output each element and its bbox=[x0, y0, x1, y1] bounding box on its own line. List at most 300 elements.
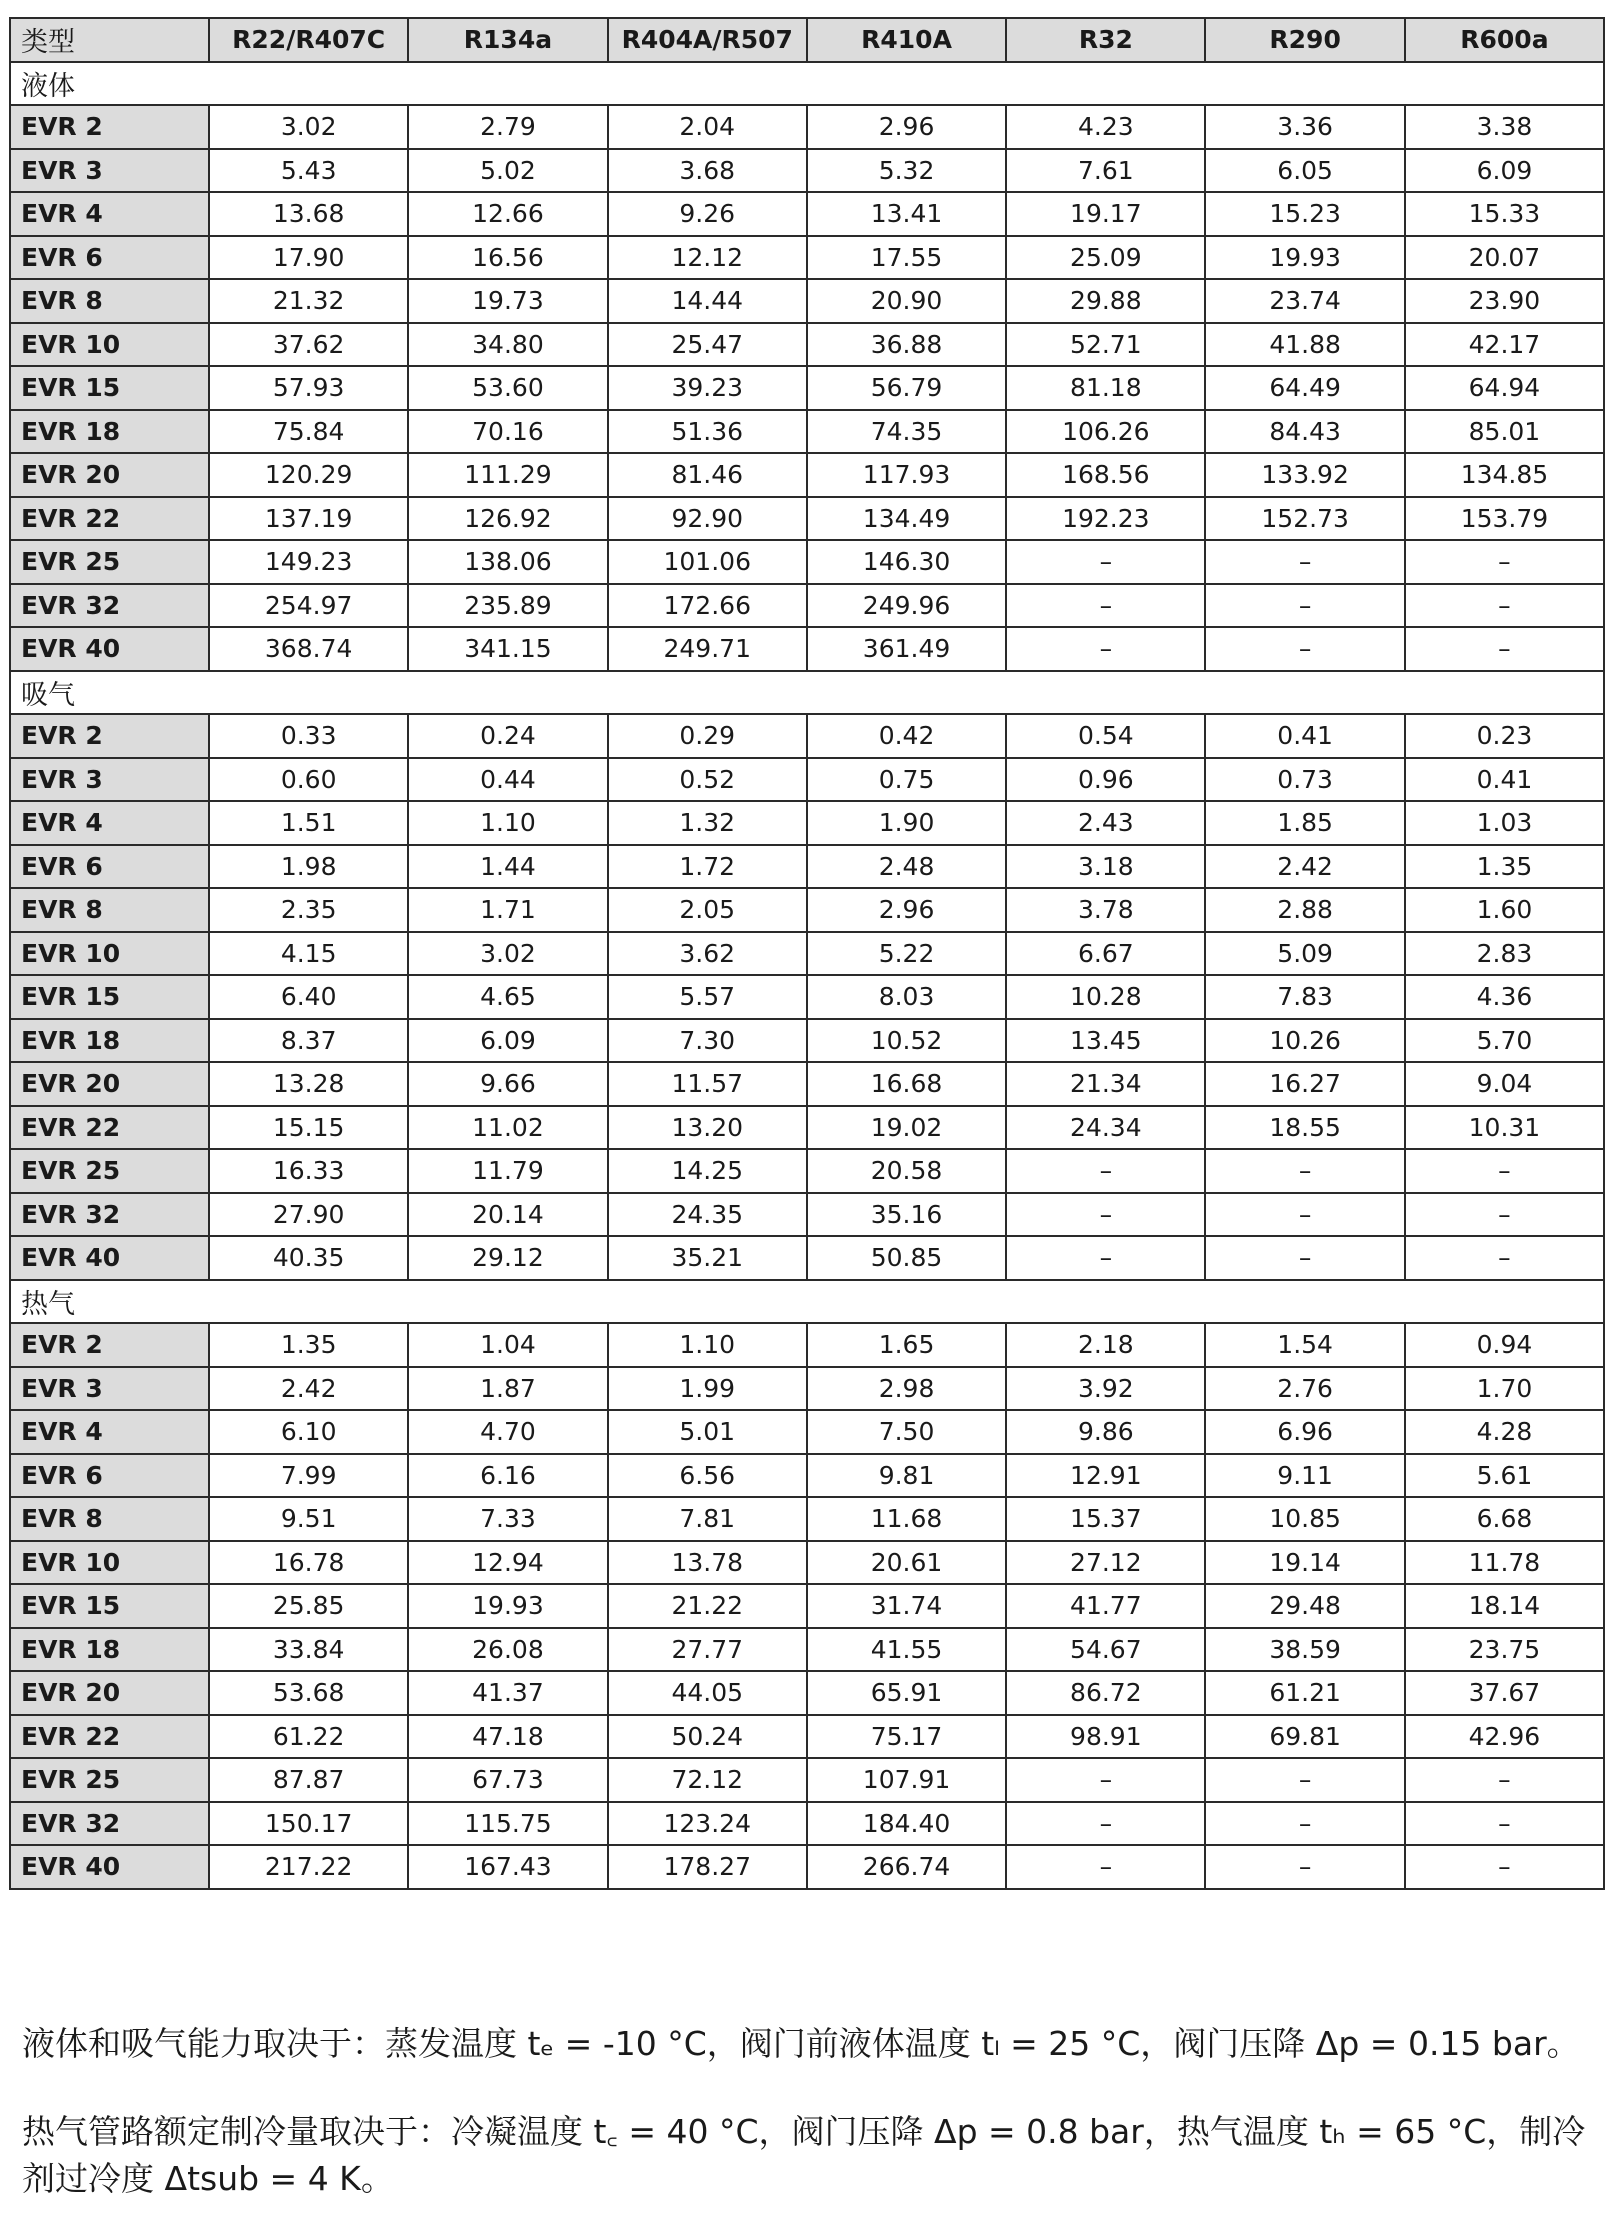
capacity-cell: 27.77 bbox=[608, 1628, 807, 1672]
capacity-cell: 10.26 bbox=[1205, 1019, 1404, 1063]
capacity-cell: 69.81 bbox=[1205, 1715, 1404, 1759]
capacity-cell: 2.35 bbox=[209, 888, 408, 932]
capacity-cell: 217.22 bbox=[209, 1845, 408, 1889]
capacity-cell: 2.42 bbox=[1205, 845, 1404, 889]
valve-type-cell: EVR 10 bbox=[10, 1541, 209, 1585]
capacity-cell: 4.70 bbox=[408, 1410, 607, 1454]
capacity-cell: 3.38 bbox=[1405, 105, 1604, 149]
capacity-cell: 1.35 bbox=[1405, 845, 1604, 889]
capacity-cell: 41.37 bbox=[408, 1671, 607, 1715]
table-row bbox=[10, 1628, 1604, 1672]
capacity-cell: – bbox=[1006, 1149, 1205, 1193]
capacity-cell: – bbox=[1205, 1758, 1404, 1802]
valve-type-cell: EVR 32 bbox=[10, 584, 209, 628]
capacity-cell: 14.25 bbox=[608, 1149, 807, 1193]
capacity-cell: 167.43 bbox=[408, 1845, 607, 1889]
capacity-cell: 0.94 bbox=[1405, 1323, 1604, 1367]
table-row bbox=[10, 1454, 1604, 1498]
capacity-cell: 1.35 bbox=[209, 1323, 408, 1367]
valve-type-cell: EVR 6 bbox=[10, 236, 209, 280]
valve-type-cell: EVR 20 bbox=[10, 453, 209, 497]
valve-type-cell: EVR 4 bbox=[10, 192, 209, 236]
capacity-cell: 7.81 bbox=[608, 1497, 807, 1541]
capacity-cell: 117.93 bbox=[807, 453, 1006, 497]
capacity-cell: 70.16 bbox=[408, 410, 607, 454]
capacity-cell: – bbox=[1006, 584, 1205, 628]
capacity-cell: 6.56 bbox=[608, 1454, 807, 1498]
capacity-cell: 115.75 bbox=[408, 1802, 607, 1846]
capacity-cell: 16.68 bbox=[807, 1062, 1006, 1106]
capacity-cell: 5.57 bbox=[608, 975, 807, 1019]
valve-type-cell: EVR 15 bbox=[10, 975, 209, 1019]
capacity-cell: 2.43 bbox=[1006, 801, 1205, 845]
capacity-cell: 21.34 bbox=[1006, 1062, 1205, 1106]
capacity-cell: 29.88 bbox=[1006, 279, 1205, 323]
capacity-cell: 15.37 bbox=[1006, 1497, 1205, 1541]
capacity-cell: – bbox=[1006, 1758, 1205, 1802]
table-row bbox=[10, 1193, 1604, 1237]
refrigerant-column-header: R600a bbox=[1405, 18, 1604, 62]
capacity-cell: 8.03 bbox=[807, 975, 1006, 1019]
capacity-cell: 41.77 bbox=[1006, 1584, 1205, 1628]
capacity-cell: 2.42 bbox=[209, 1367, 408, 1411]
capacity-cell: – bbox=[1205, 1193, 1404, 1237]
capacity-cell: 20.07 bbox=[1405, 236, 1604, 280]
capacity-cell: 0.41 bbox=[1405, 758, 1604, 802]
capacity-cell: – bbox=[1205, 1845, 1404, 1889]
valve-type-cell: EVR 22 bbox=[10, 1106, 209, 1150]
capacity-cell: 6.05 bbox=[1205, 149, 1404, 193]
capacity-cell: – bbox=[1205, 1236, 1404, 1280]
table-row bbox=[10, 758, 1604, 802]
capacity-cell: 6.68 bbox=[1405, 1497, 1604, 1541]
capacity-cell: – bbox=[1205, 540, 1404, 584]
capacity-cell: 19.93 bbox=[1205, 236, 1404, 280]
capacity-cell: 150.17 bbox=[209, 1802, 408, 1846]
table-row bbox=[10, 1236, 1604, 1280]
capacity-cell: 12.12 bbox=[608, 236, 807, 280]
section-title: 液体 bbox=[10, 62, 1604, 106]
capacity-cell: 16.27 bbox=[1205, 1062, 1404, 1106]
capacity-cell: 2.96 bbox=[807, 888, 1006, 932]
capacity-cell: 134.85 bbox=[1405, 453, 1604, 497]
table-row bbox=[10, 1715, 1604, 1759]
table-row bbox=[10, 845, 1604, 889]
table-row bbox=[10, 149, 1604, 193]
capacity-cell: 6.16 bbox=[408, 1454, 607, 1498]
section-title: 吸气 bbox=[10, 671, 1604, 715]
valve-type-cell: EVR 10 bbox=[10, 323, 209, 367]
capacity-cell: 4.15 bbox=[209, 932, 408, 976]
capacity-cell: 19.73 bbox=[408, 279, 607, 323]
capacity-cell: 85.01 bbox=[1405, 410, 1604, 454]
capacity-cell: 64.94 bbox=[1405, 366, 1604, 410]
capacity-cell: – bbox=[1405, 1758, 1604, 1802]
capacity-cell: 51.36 bbox=[608, 410, 807, 454]
capacity-cell: 75.17 bbox=[807, 1715, 1006, 1759]
capacity-cell: 7.83 bbox=[1205, 975, 1404, 1019]
table-row bbox=[10, 1367, 1604, 1411]
section-row bbox=[10, 62, 1604, 106]
table-row bbox=[10, 975, 1604, 1019]
capacity-cell: – bbox=[1006, 627, 1205, 671]
capacity-cell: 1.71 bbox=[408, 888, 607, 932]
capacity-cell: 361.49 bbox=[807, 627, 1006, 671]
capacity-cell: 2.76 bbox=[1205, 1367, 1404, 1411]
table-row bbox=[10, 1410, 1604, 1454]
valve-type-cell: EVR 4 bbox=[10, 1410, 209, 1454]
capacity-cell: 81.46 bbox=[608, 453, 807, 497]
capacity-cell: 23.74 bbox=[1205, 279, 1404, 323]
capacity-cell: 152.73 bbox=[1205, 497, 1404, 541]
capacity-cell: – bbox=[1405, 1236, 1604, 1280]
table-row bbox=[10, 584, 1604, 628]
capacity-cell: 42.17 bbox=[1405, 323, 1604, 367]
table-row bbox=[10, 1802, 1604, 1846]
capacity-cell: 11.78 bbox=[1405, 1541, 1604, 1585]
capacity-cell: – bbox=[1006, 540, 1205, 584]
capacity-cell: 1.60 bbox=[1405, 888, 1604, 932]
capacity-cell: 36.88 bbox=[807, 323, 1006, 367]
capacity-cell: 0.42 bbox=[807, 714, 1006, 758]
capacity-cell: 5.02 bbox=[408, 149, 607, 193]
capacity-cell: 11.68 bbox=[807, 1497, 1006, 1541]
valve-type-cell: EVR 40 bbox=[10, 627, 209, 671]
capacity-cell: – bbox=[1405, 1193, 1604, 1237]
capacity-cell: 20.58 bbox=[807, 1149, 1006, 1193]
valve-type-cell: EVR 25 bbox=[10, 1149, 209, 1193]
capacity-cell: 123.24 bbox=[608, 1802, 807, 1846]
capacity-cell: 1.10 bbox=[608, 1323, 807, 1367]
valve-type-cell: EVR 3 bbox=[10, 149, 209, 193]
table-row bbox=[10, 1323, 1604, 1367]
capacity-cell: 0.29 bbox=[608, 714, 807, 758]
capacity-cell: 7.99 bbox=[209, 1454, 408, 1498]
table-row bbox=[10, 1062, 1604, 1106]
refrigerant-column-header: R410A bbox=[807, 18, 1006, 62]
capacity-cell: 3.68 bbox=[608, 149, 807, 193]
capacity-cell: 17.90 bbox=[209, 236, 408, 280]
capacity-cell: 0.73 bbox=[1205, 758, 1404, 802]
capacity-cell: 137.19 bbox=[209, 497, 408, 541]
capacity-cell: 9.04 bbox=[1405, 1062, 1604, 1106]
capacity-cell: 38.59 bbox=[1205, 1628, 1404, 1672]
table-row bbox=[10, 1541, 1604, 1585]
valve-type-cell: EVR 6 bbox=[10, 845, 209, 889]
capacity-cell: 34.80 bbox=[408, 323, 607, 367]
valve-type-cell: EVR 40 bbox=[10, 1845, 209, 1889]
valve-type-cell: EVR 22 bbox=[10, 497, 209, 541]
capacity-cell: 12.66 bbox=[408, 192, 607, 236]
capacity-cell: 27.90 bbox=[209, 1193, 408, 1237]
capacity-cell: 11.57 bbox=[608, 1062, 807, 1106]
capacity-cell: 5.22 bbox=[807, 932, 1006, 976]
capacity-cell: – bbox=[1205, 1149, 1404, 1193]
capacity-cell: 21.22 bbox=[608, 1584, 807, 1628]
table-row bbox=[10, 1149, 1604, 1193]
capacity-cell: 3.02 bbox=[408, 932, 607, 976]
capacity-cell: 6.09 bbox=[408, 1019, 607, 1063]
capacity-cell: 134.49 bbox=[807, 497, 1006, 541]
capacity-cell: 4.65 bbox=[408, 975, 607, 1019]
capacity-cell: 24.34 bbox=[1006, 1106, 1205, 1150]
table-row bbox=[10, 888, 1604, 932]
table-row bbox=[10, 410, 1604, 454]
capacity-cell: 2.18 bbox=[1006, 1323, 1205, 1367]
table-row bbox=[10, 1019, 1604, 1063]
valve-type-cell: EVR 25 bbox=[10, 1758, 209, 1802]
capacity-cell: 1.99 bbox=[608, 1367, 807, 1411]
capacity-cell: 4.28 bbox=[1405, 1410, 1604, 1454]
capacity-cell: 65.91 bbox=[807, 1671, 1006, 1715]
capacity-cell: 3.92 bbox=[1006, 1367, 1205, 1411]
note-hot-gas-conditions: 热气管路额定制冷量取决于：冷凝温度 t꜀ = 40 °C，阀门压降 Δp = 0.8 bar，热气温度 tₕ = 65 °C，制冷剂过冷度 Δtsub = 4 K。 bbox=[22, 2112, 1586, 2198]
refrigerant-column-header: R32 bbox=[1006, 18, 1205, 62]
section-title: 热气 bbox=[10, 1280, 1604, 1324]
table-row bbox=[10, 1845, 1604, 1889]
capacity-cell: 19.93 bbox=[408, 1584, 607, 1628]
table-row bbox=[10, 627, 1604, 671]
capacity-cell: 2.83 bbox=[1405, 932, 1604, 976]
capacity-cell: 9.11 bbox=[1205, 1454, 1404, 1498]
capacity-cell: 10.85 bbox=[1205, 1497, 1404, 1541]
note-liquid-suction-conditions: 液体和吸气能力取决于：蒸发温度 tₑ = -10 °C，阀门前液体温度 tₗ = 25 °C，阀门压降 Δp = 0.15 bar。 bbox=[22, 2024, 1580, 2063]
capacity-cell: 1.54 bbox=[1205, 1323, 1404, 1367]
capacity-cell: 1.90 bbox=[807, 801, 1006, 845]
capacity-cell: 29.48 bbox=[1205, 1584, 1404, 1628]
capacity-cell: 18.55 bbox=[1205, 1106, 1404, 1150]
capacity-cell: 120.29 bbox=[209, 453, 408, 497]
capacity-cell: – bbox=[1006, 1236, 1205, 1280]
capacity-cell: 9.81 bbox=[807, 1454, 1006, 1498]
capacity-cell: 5.43 bbox=[209, 149, 408, 193]
capacity-cell: – bbox=[1405, 1845, 1604, 1889]
capacity-cell: 33.84 bbox=[209, 1628, 408, 1672]
capacity-cell: 11.79 bbox=[408, 1149, 607, 1193]
capacity-cell: 50.85 bbox=[807, 1236, 1006, 1280]
table-row bbox=[10, 714, 1604, 758]
valve-type-cell: EVR 20 bbox=[10, 1671, 209, 1715]
section-row bbox=[10, 1280, 1604, 1324]
capacity-cell: 2.79 bbox=[408, 105, 607, 149]
refrigerant-column-header: R134a bbox=[408, 18, 607, 62]
capacity-cell: 8.37 bbox=[209, 1019, 408, 1063]
valve-type-cell: EVR 8 bbox=[10, 1497, 209, 1541]
valve-type-cell: EVR 6 bbox=[10, 1454, 209, 1498]
capacity-cell: 172.66 bbox=[608, 584, 807, 628]
refrigerant-column-header: R22/R407C bbox=[209, 18, 408, 62]
capacity-cell: 3.02 bbox=[209, 105, 408, 149]
capacity-cell: 6.10 bbox=[209, 1410, 408, 1454]
capacity-cell: 64.49 bbox=[1205, 366, 1404, 410]
capacity-cell: 1.04 bbox=[408, 1323, 607, 1367]
capacity-cell: 75.84 bbox=[209, 410, 408, 454]
valve-type-cell: EVR 22 bbox=[10, 1715, 209, 1759]
capacity-cell: 74.35 bbox=[807, 410, 1006, 454]
capacity-cell: 2.96 bbox=[807, 105, 1006, 149]
table-row bbox=[10, 801, 1604, 845]
capacity-cell: 13.20 bbox=[608, 1106, 807, 1150]
capacity-cell: 3.78 bbox=[1006, 888, 1205, 932]
capacity-cell: 26.08 bbox=[408, 1628, 607, 1672]
capacity-cell: 192.23 bbox=[1006, 497, 1205, 541]
table-row bbox=[10, 453, 1604, 497]
capacity-cell: 6.09 bbox=[1405, 149, 1604, 193]
capacity-cell: 15.33 bbox=[1405, 192, 1604, 236]
capacity-cell: 5.01 bbox=[608, 1410, 807, 1454]
capacity-cell: 40.35 bbox=[209, 1236, 408, 1280]
capacity-cell: 25.85 bbox=[209, 1584, 408, 1628]
capacity-cell: 0.24 bbox=[408, 714, 607, 758]
capacity-cell: 1.65 bbox=[807, 1323, 1006, 1367]
table-row bbox=[10, 1497, 1604, 1541]
capacity-cell: 1.70 bbox=[1405, 1367, 1604, 1411]
capacity-cell: 2.98 bbox=[807, 1367, 1006, 1411]
capacity-cell: 56.79 bbox=[807, 366, 1006, 410]
valve-type-cell: EVR 15 bbox=[10, 1584, 209, 1628]
capacity-cell: 19.17 bbox=[1006, 192, 1205, 236]
capacity-cell: 11.02 bbox=[408, 1106, 607, 1150]
capacity-cell: 106.26 bbox=[1006, 410, 1205, 454]
capacity-cell: 98.91 bbox=[1006, 1715, 1205, 1759]
capacity-cell: 35.16 bbox=[807, 1193, 1006, 1237]
capacity-cell: 235.89 bbox=[408, 584, 607, 628]
capacity-cell: 13.28 bbox=[209, 1062, 408, 1106]
capacity-cell: 7.50 bbox=[807, 1410, 1006, 1454]
capacity-cell: 54.67 bbox=[1006, 1628, 1205, 1672]
capacity-cell: 92.90 bbox=[608, 497, 807, 541]
table-row bbox=[10, 323, 1604, 367]
capacity-cell: 6.40 bbox=[209, 975, 408, 1019]
valve-type-cell: EVR 20 bbox=[10, 1062, 209, 1106]
capacity-cell: 101.06 bbox=[608, 540, 807, 584]
capacity-cell: 27.12 bbox=[1006, 1541, 1205, 1585]
valve-type-cell: EVR 8 bbox=[10, 888, 209, 932]
capacity-cell: 42.96 bbox=[1405, 1715, 1604, 1759]
table-header bbox=[10, 18, 1604, 62]
valve-type-cell: EVR 2 bbox=[10, 1323, 209, 1367]
table-row bbox=[10, 279, 1604, 323]
capacity-cell: 20.61 bbox=[807, 1541, 1006, 1585]
capacity-cell: 87.87 bbox=[209, 1758, 408, 1802]
capacity-cell: 81.18 bbox=[1006, 366, 1205, 410]
capacity-cell: 1.03 bbox=[1405, 801, 1604, 845]
capacity-cell: 17.55 bbox=[807, 236, 1006, 280]
valve-type-cell: EVR 3 bbox=[10, 758, 209, 802]
capacity-cell: 16.56 bbox=[408, 236, 607, 280]
valve-type-cell: EVR 18 bbox=[10, 1019, 209, 1063]
capacity-cell: 3.62 bbox=[608, 932, 807, 976]
table-body bbox=[10, 62, 1604, 1889]
table-row bbox=[10, 540, 1604, 584]
capacity-cell: 41.55 bbox=[807, 1628, 1006, 1672]
capacity-cell: 107.91 bbox=[807, 1758, 1006, 1802]
capacity-cell: 47.18 bbox=[408, 1715, 607, 1759]
capacity-cell: 1.44 bbox=[408, 845, 607, 889]
capacity-cell: 41.88 bbox=[1205, 323, 1404, 367]
capacity-cell: 5.09 bbox=[1205, 932, 1404, 976]
table-row bbox=[10, 105, 1604, 149]
capacity-cell: 7.30 bbox=[608, 1019, 807, 1063]
capacity-cell: 25.09 bbox=[1006, 236, 1205, 280]
capacity-cell: 341.15 bbox=[408, 627, 607, 671]
table-row bbox=[10, 497, 1604, 541]
refrigerant-column-header: R290 bbox=[1205, 18, 1404, 62]
capacity-cell: – bbox=[1006, 1802, 1205, 1846]
capacity-cell: 0.33 bbox=[209, 714, 408, 758]
capacity-cell: 249.71 bbox=[608, 627, 807, 671]
valve-type-cell: EVR 32 bbox=[10, 1193, 209, 1237]
capacity-cell: 61.21 bbox=[1205, 1671, 1404, 1715]
capacity-cell: – bbox=[1205, 627, 1404, 671]
capacity-cell: 12.94 bbox=[408, 1541, 607, 1585]
capacity-cell: 13.45 bbox=[1006, 1019, 1205, 1063]
table-row bbox=[10, 1758, 1604, 1802]
capacity-cell: 2.04 bbox=[608, 105, 807, 149]
valve-type-cell: EVR 3 bbox=[10, 1367, 209, 1411]
capacity-cell: 31.74 bbox=[807, 1584, 1006, 1628]
capacity-cell: 0.60 bbox=[209, 758, 408, 802]
capacity-cell: 3.36 bbox=[1205, 105, 1404, 149]
capacity-cell: 1.85 bbox=[1205, 801, 1404, 845]
capacity-cell: 5.61 bbox=[1405, 1454, 1604, 1498]
valve-type-cell: EVR 2 bbox=[10, 105, 209, 149]
capacity-cell: 23.75 bbox=[1405, 1628, 1604, 1672]
capacity-cell: 3.18 bbox=[1006, 845, 1205, 889]
table-row bbox=[10, 932, 1604, 976]
capacity-cell: 21.32 bbox=[209, 279, 408, 323]
table-row bbox=[10, 1106, 1604, 1150]
capacity-cell: 146.30 bbox=[807, 540, 1006, 584]
notes bbox=[22, 2020, 1592, 2202]
capacity-cell: 84.43 bbox=[1205, 410, 1404, 454]
header-row bbox=[10, 18, 1604, 62]
capacity-cell: 9.51 bbox=[209, 1497, 408, 1541]
capacity-cell: 37.62 bbox=[209, 323, 408, 367]
valve-type-cell: EVR 18 bbox=[10, 410, 209, 454]
capacity-cell: 0.23 bbox=[1405, 714, 1604, 758]
refrigerant-column-header: R404A/R507 bbox=[608, 18, 807, 62]
capacity-cell: 133.92 bbox=[1205, 453, 1404, 497]
capacity-cell: 254.97 bbox=[209, 584, 408, 628]
capacity-cell: – bbox=[1405, 584, 1604, 628]
capacity-cell: 29.12 bbox=[408, 1236, 607, 1280]
capacity-cell: 5.32 bbox=[807, 149, 1006, 193]
capacity-cell: 0.96 bbox=[1006, 758, 1205, 802]
valve-type-cell: EVR 4 bbox=[10, 801, 209, 845]
capacity-cell: 19.14 bbox=[1205, 1541, 1404, 1585]
capacity-cell: 16.33 bbox=[209, 1149, 408, 1193]
capacity-cell: 14.44 bbox=[608, 279, 807, 323]
capacity-cell: 1.87 bbox=[408, 1367, 607, 1411]
capacity-cell: 9.26 bbox=[608, 192, 807, 236]
capacity-cell: 368.74 bbox=[209, 627, 408, 671]
capacity-cell: 61.22 bbox=[209, 1715, 408, 1759]
capacity-cell: 178.27 bbox=[608, 1845, 807, 1889]
valve-type-cell: EVR 15 bbox=[10, 366, 209, 410]
valve-type-cell: EVR 32 bbox=[10, 1802, 209, 1846]
capacity-cell: 15.23 bbox=[1205, 192, 1404, 236]
table-row bbox=[10, 236, 1604, 280]
capacity-cell: 16.78 bbox=[209, 1541, 408, 1585]
capacity-cell: 7.33 bbox=[408, 1497, 607, 1541]
capacity-cell: 168.56 bbox=[1006, 453, 1205, 497]
capacity-cell: 57.93 bbox=[209, 366, 408, 410]
capacity-cell: 184.40 bbox=[807, 1802, 1006, 1846]
capacity-cell: 13.41 bbox=[807, 192, 1006, 236]
valve-type-cell: EVR 2 bbox=[10, 714, 209, 758]
section-row bbox=[10, 671, 1604, 715]
